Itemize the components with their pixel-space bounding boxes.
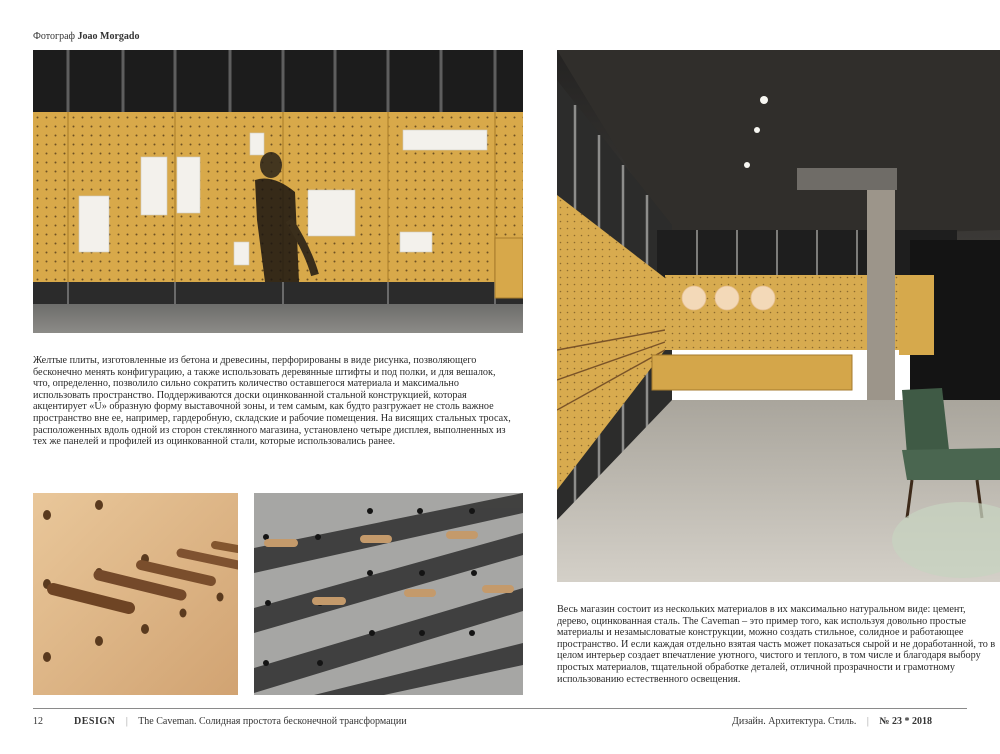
magazine-tagline: Дизайн. Архитектура. Стиль. [732, 716, 857, 727]
article-title: The Caveman. Солидная простота бесконечной трансформации [138, 716, 407, 727]
footer-right [732, 716, 932, 727]
article-text-right: Весь магазин состоит из нескольких материалов в их максимально натуральном виде: цемент, дерево, оцинкованная сталь. The Caveman – это пример того, как используя довольно простые материалы и незамысловатые конструкции, можно создать стильное, солидное и работающее пространство. И если каждая отдельно взятая часть может показаться сырой и не доработанной, то в целом интерьер создает впечатление уютного, чистого и теплого, в том числе и благодаря выбору простых материалов, тщательной обработке деталей, отличной прозрачности и грамотному использованию естественного освещения. [557, 604, 996, 685]
page-number: 12 [33, 716, 43, 727]
photo-pegboard-wall [33, 50, 523, 333]
footer-separator-right: | [866, 716, 869, 727]
footer-left [33, 716, 407, 727]
photo-grey-pegs-closeup [254, 493, 523, 695]
issue-number: № 23 * 2018 [879, 716, 932, 727]
credit-label: Фотограф [33, 31, 76, 42]
footer-divider [33, 708, 967, 709]
article-text-left: Желтые плиты, изготовленные из бетона и древесины, перфорированы в виде рисунка, позволяющего бесконечно менять конфигурацию, а также использовать деревянные штифты и под полки, и для вешалок, что, определенно, позволило сильно сократить количество оставшегося материала и максимально использовать пространство. Поддерживаются доски оцинкованной стальной конструкцией, которая акцентирует «U» образную форму выставочной зоны, и тем самым, как будто разгружает не столь важное пространство вне ее, например, гардеробную, складские и рабочие помещения. На висящих стальных тросах, расположенных вдоль одной из сторон стеклянного магазина, установлено четыре дисплея, выполненных из тех же панелей и профилей из оцинкованной стали, которые использовались ранее. [33, 355, 511, 448]
footer-separator: | [125, 716, 128, 727]
photo-store-interior [557, 50, 1000, 582]
photo-credit [33, 31, 139, 42]
credit-photographer: Joao Morgado [77, 31, 140, 42]
magazine-name: DESIGN [74, 716, 116, 727]
photo-wood-pegs-closeup [33, 493, 238, 695]
